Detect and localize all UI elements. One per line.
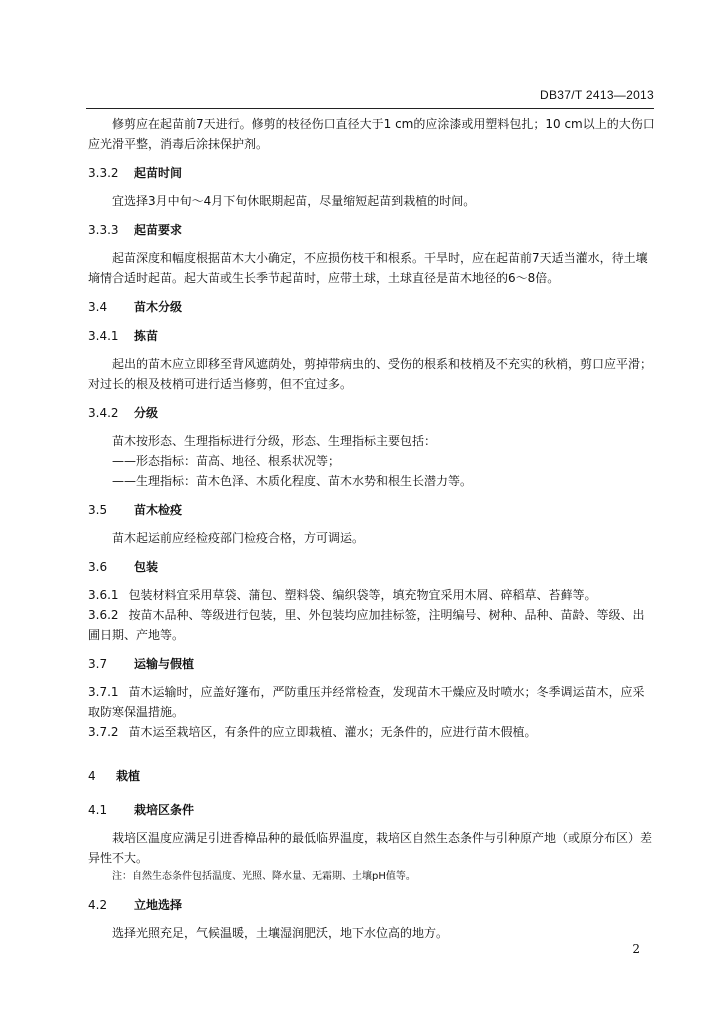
section-3-7 — [88, 654, 656, 674]
list-item-physiology: ——生理指标：苗木色泽、木质化程度、苗木水势和根生长潜力等。 — [112, 474, 473, 488]
section-3-3-2 — [88, 163, 656, 183]
paragraph-lifting-time: 宜选择3月中旬～4月下旬休眠期起苗，尽量缩短起苗到栽植的时间。 — [112, 194, 476, 208]
note-ecological-conditions: 注：自然生态条件包括温度、光照、降水量、无霜期、土壤pH值等。 — [112, 871, 416, 882]
clause-text: 按苗木品种、等级进行包装，里、外包装均应加挂标签，注明编号、树种、品种、苗龄、等级、出圃日期、产地等。 — [88, 608, 645, 642]
list-item-morphology: ——形态指标：苗高、地径、根系状况等； — [112, 454, 341, 468]
clause-3-6-1 — [88, 585, 656, 605]
page-number: 2 — [632, 942, 640, 956]
section-title: 运输与假植 — [134, 657, 195, 671]
section-number: 3.3.2 — [88, 166, 119, 180]
clause-number: 3.7.1 — [88, 685, 119, 699]
standard-code: DB37/T 2413—2013 — [540, 88, 654, 102]
clause-3-7-1 — [88, 682, 656, 722]
section-number: 3.7 — [88, 657, 108, 671]
clause-text: 苗木运输时，应盖好篷布，严防重压并经常检查，发现苗木干燥应及时喷水；冬季调运苗木，应采取防寒保温措施。 — [88, 685, 645, 719]
clause-3-7-2 — [88, 722, 656, 742]
section-4-2 — [88, 895, 656, 915]
section-number: 3.4.1 — [88, 329, 119, 343]
section-title: 起苗时间 — [134, 166, 183, 180]
clause-3-6-2 — [88, 605, 656, 645]
section-number: 3.4 — [88, 300, 108, 314]
paragraph-lifting-requirements: 起苗深度和幅度根据苗木大小确定，不应损伤枝干和根系。干旱时，应在起苗前7天适当灌水，待土壤墒情合适时起苗。起大苗或生长季节起苗时，应带土球，土球直径是苗木地径的6～8倍。 — [88, 251, 648, 285]
paragraph-grading: 苗木按形态、生理指标进行分级，形态、生理指标主要包括： — [112, 434, 437, 448]
section-number: 3.6 — [88, 560, 108, 574]
paragraph-quarantine: 苗木起运前应经检疫部门检疫合格，方可调运。 — [112, 531, 365, 545]
section-number: 4 — [88, 769, 96, 783]
paragraph-pruning: 修剪应在起苗前7天进行。修剪的枝径伤口直径大于1 cm的应涂漆或用塑料包扎；10 cm以上的大伤口应光滑平整，消毒后涂抹保护剂。 — [88, 117, 655, 151]
section-3-3-3 — [88, 220, 656, 240]
section-4-1 — [88, 800, 656, 820]
section-number: 3.5 — [88, 503, 108, 517]
section-3-4-2 — [88, 403, 656, 423]
section-number: 3.4.2 — [88, 406, 119, 420]
header-rule — [86, 108, 654, 109]
section-3-4-1 — [88, 326, 656, 346]
section-number: 4.2 — [88, 898, 108, 912]
section-3-6 — [88, 557, 656, 577]
clause-number: 3.6.2 — [88, 608, 119, 622]
section-title: 栽植 — [116, 769, 141, 783]
section-title: 立地选择 — [134, 898, 183, 912]
clause-text: 包装材料宜采用草袋、蒲包、塑料袋、编织袋等，填充物宜采用木屑、碎稻草、苔藓等。 — [128, 588, 597, 602]
section-3-4 — [88, 297, 656, 317]
paragraph-site-selection: 选择光照充足，气候温暖，土壤湿润肥沃，地下水位高的地方。 — [112, 926, 449, 940]
section-number: 4.1 — [88, 803, 108, 817]
section-title: 苗木检疫 — [134, 503, 183, 517]
section-title: 苗木分级 — [134, 300, 183, 314]
paragraph-sorting: 起出的苗木应立即移至背风遮荫处，剪掉带病虫的、受伤的根系和枝梢及不充实的秋梢，剪口应平滑；对过长的根及枝梢可进行适当修剪，但不宜过多。 — [88, 357, 653, 391]
section-number: 3.3.3 — [88, 223, 119, 237]
section-title: 包装 — [134, 560, 159, 574]
section-4 — [88, 766, 656, 786]
section-title: 拣苗 — [134, 329, 159, 343]
section-title: 起苗要求 — [134, 223, 183, 237]
paragraph-site-conditions: 栽培区温度应满足引进香樟品种的最低临界温度，栽培区自然生态条件与引种原产地（或原分布区）差异性不大。 — [88, 831, 653, 865]
document-body — [88, 114, 656, 943]
section-title: 分级 — [134, 406, 159, 420]
clause-number: 3.6.1 — [88, 588, 119, 602]
section-title: 栽培区条件 — [134, 803, 195, 817]
section-3-5 — [88, 500, 656, 520]
clause-text: 苗木运至栽培区，有条件的应立即栽植、灌水；无条件的，应进行苗木假植。 — [128, 725, 537, 739]
clause-number: 3.7.2 — [88, 725, 119, 739]
